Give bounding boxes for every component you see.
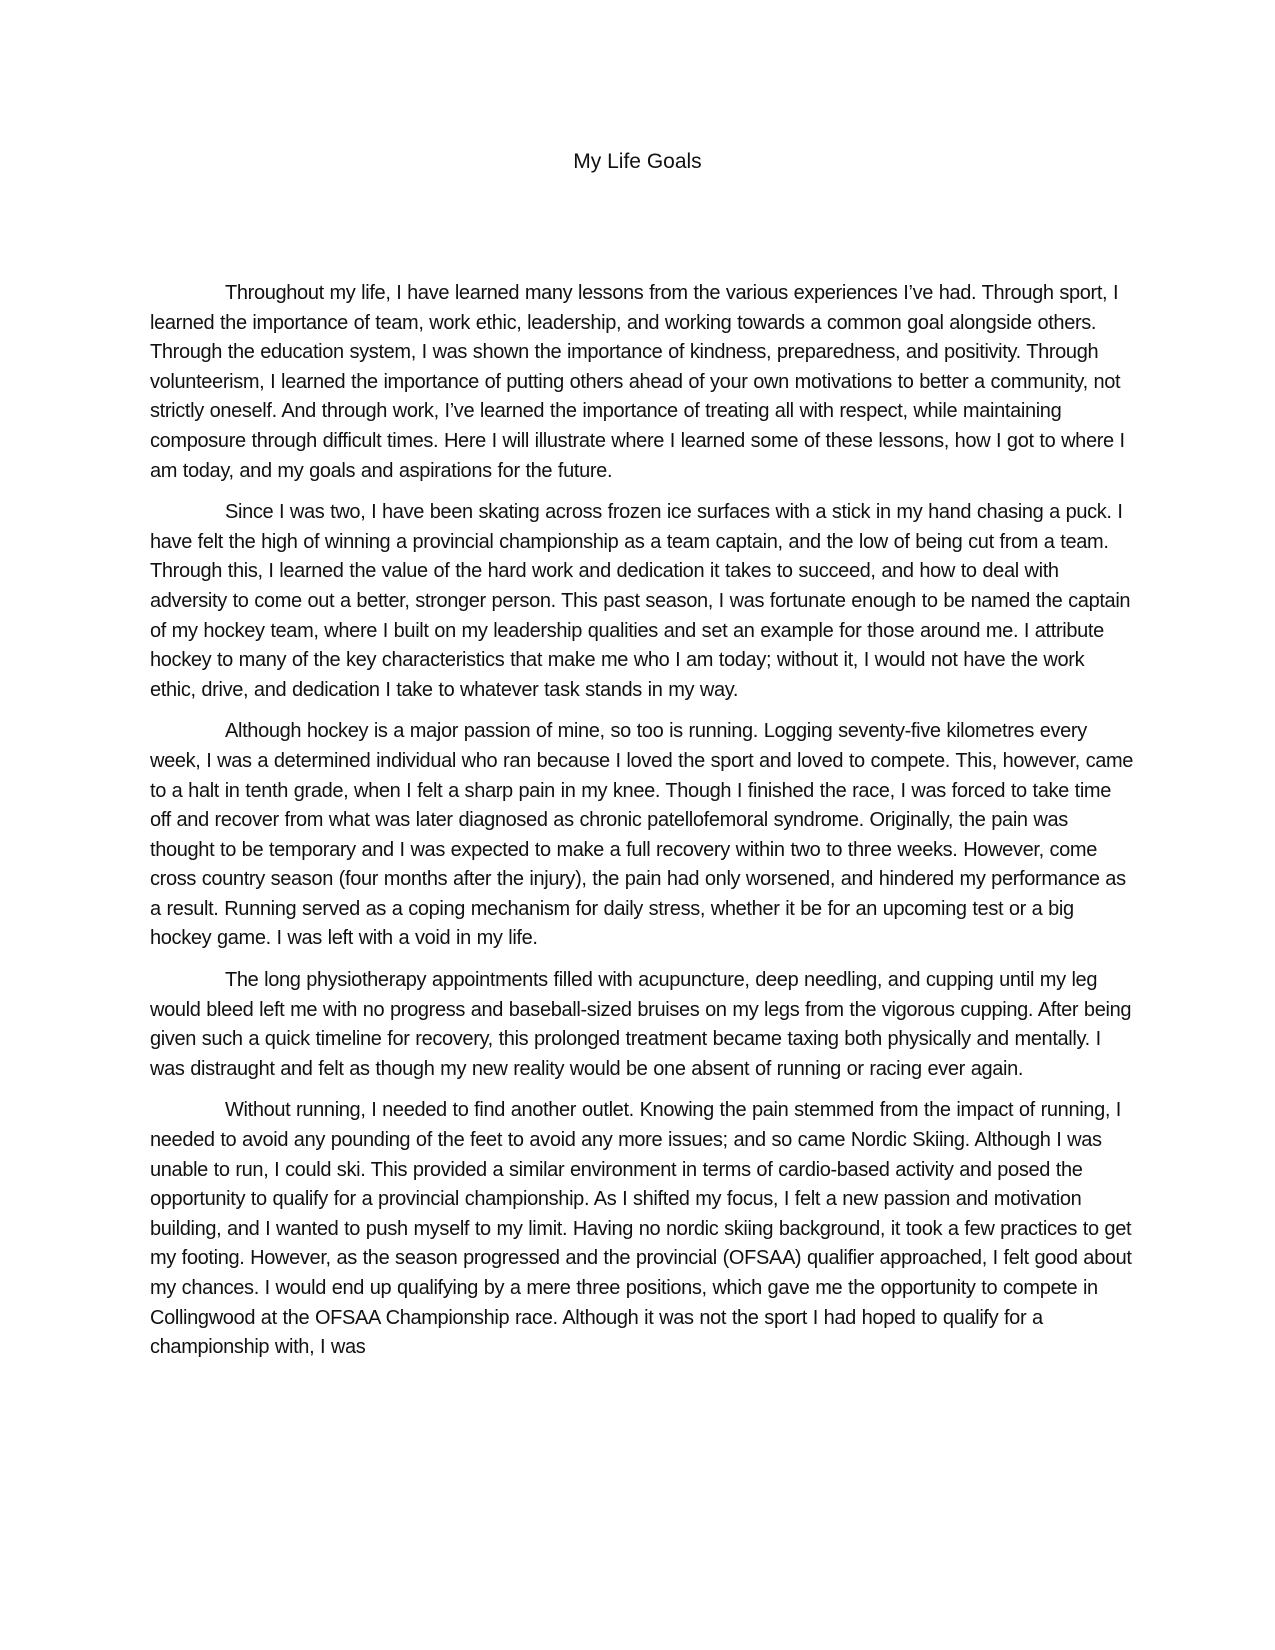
paragraph-4: The long physiotherapy appointments filled with acupuncture, deep needling, and cupping until my leg would bleed left me with no progress and baseball-sized bruises on my legs from the vigorous cupping. After being given such a quick timeline for recovery, this prolonged treatment became taxing both physically and mentally. I was distraught and felt as though my new reality would be one absent of running or racing ever again. [150, 969, 1132, 1080]
paragraph-2: Since I was two, I have been skating across frozen ice surfaces with a stick in my hand chasing a puck. I have felt the high of winning a provincial championship as a team captain, and the low of being cut from a team. Through this, I learned the value of the hard work and dedication it takes to succeed, and how to deal with adversity to come out a better, stronger person. This past season, I was fortunate enough to be named the captain of my hockey team, where I built on my leadership qualities and set an example for those around me. I attribute hockey to many of the key characteristics that make me who I am today; without it, I would not have the work ethic, drive, and dedication I take to whatever task stands in my way. [150, 501, 1131, 701]
paragraph-1: Throughout my life, I have learned many lessons from the various experiences I’ve had. Through sport, I learned the importance of team, work ethic, leadership, and working towards a common goal alongside others. Through the education system, I was shown the importance of kindness, preparedness, and positivity. Through volunteerism, I learned the importance of putting others ahead of your own motivations to better a community, not strictly oneself. And through work, I’ve learned the importance of treating all with respect, while maintaining composure through difficult times. Here I will illustrate where I learned some of these lessons, how I got to where I am today, and my goals and aspirations for the future. [150, 282, 1125, 482]
document-body [150, 279, 1135, 1375]
document-title: My Life Goals [573, 150, 702, 173]
paragraph-3: Although hockey is a major passion of mine, so too is running. Logging seventy-five kilometres every week, I was a determined individual who ran because I loved the sport and loved to compete. This, however, came to a halt in tenth grade, when I felt a sharp pain in my knee. Though I finished the race, I was forced to take time off and recover from what was later diagnosed as chronic patellofemoral syndrome. Originally, the pain was thought to be temporary and I was expected to make a full recovery within two to three weeks. However, come cross country season (four months after the injury), the pain had only worsened, and hindered my performance as a result. Running served as a coping mechanism for daily stress, whether it be for an upcoming test or a big hockey game. I was left with a void in my life. [150, 720, 1134, 950]
paragraph-5: Without running, I needed to find another outlet. Knowing the pain stemmed from the impact of running, I needed to avoid any pounding of the feet to avoid any more issues; and so came Nordic Skiing. Although I was unable to run, I could ski. This provided a similar environment in terms of cardio-based activity and posed the opportunity to qualify for a provincial championship. As I shifted my focus, I felt a new passion and motivation building, and I wanted to push myself to my limit. Having no nordic skiing background, it took a few practices to get my footing. However, as the season progressed and the provincial (OFSAA) qualifier approached, I felt good about my chances. I would end up qualifying by a mere three positions, which gave me the opportunity to compete in Collingwood at the OFSAA Championship race. Although it was not the sport I had hoped to qualify for a championship with, I was [150, 1099, 1132, 1359]
